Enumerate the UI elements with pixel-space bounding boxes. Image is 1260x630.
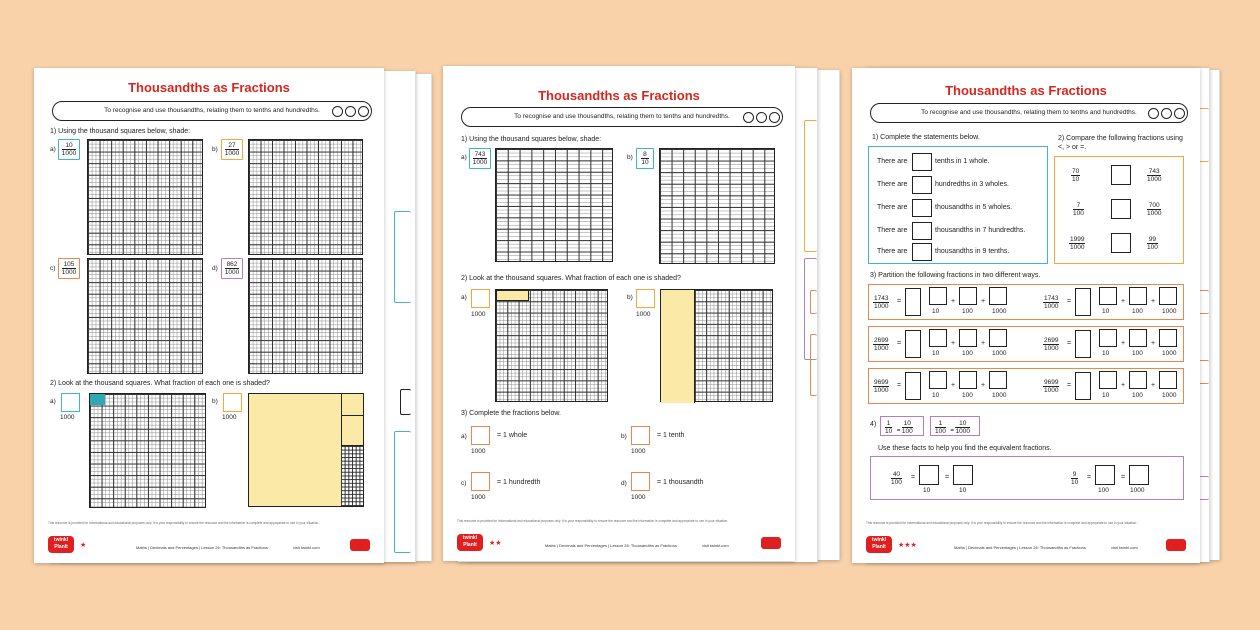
shaded-thousand-square: [89, 393, 206, 508]
answer-box[interactable]: [912, 199, 932, 217]
page-title: Thousandths as Fractions: [945, 83, 1107, 98]
item-label: a): [461, 154, 467, 161]
fraction-equation: = 1 thousandth: [657, 479, 704, 486]
footer-fine-print: This resource is provided for informational and educational purposes only. It is your responsibility to ensure the resource and the information is complete and appropriate to use in your situation.: [48, 521, 320, 525]
item-label: a): [461, 433, 467, 440]
target-fraction: $\frac{743}{1000}$: [469, 148, 491, 169]
denominator: 10: [1102, 350, 1110, 357]
answer-box[interactable]: [919, 465, 939, 485]
objective-text: To recognise and use thousandths, relating them to tenths and hundredths.: [514, 113, 730, 120]
question-4: 4): [870, 421, 877, 428]
target-fraction: $\frac{10}{1000}$: [58, 139, 80, 160]
item-label: c): [50, 265, 56, 272]
answer-box[interactable]: [905, 288, 921, 316]
partition-row: [868, 368, 1184, 404]
answer-box[interactable]: [989, 371, 1007, 389]
difficulty-stars: ★: [80, 542, 87, 549]
answer-box[interactable]: [471, 426, 490, 445]
footer-subject: Maths | Decimals and Percentages | Lesson 26: Thousandths as Fractions: [545, 543, 677, 548]
thousand-square[interactable]: [87, 258, 203, 374]
answer-box[interactable]: [989, 287, 1007, 305]
footer-logo: [350, 539, 370, 551]
statements-panel: [868, 146, 1048, 264]
objective-banner: [461, 107, 783, 127]
back-sheet-box: [810, 334, 817, 396]
answer-box[interactable]: [1111, 165, 1131, 185]
answer-box[interactable]: [1099, 287, 1117, 305]
question-2: 2) Look at the thousand squares. What fraction of each one is shaded?: [461, 275, 681, 282]
question-1: 1) Using the thousand squares below, shade:: [50, 128, 191, 135]
partition-fraction: $\frac{2699}{1000}$: [1044, 337, 1059, 352]
answer-box[interactable]: [959, 371, 977, 389]
fraction-equation: = 1 whole: [497, 432, 528, 439]
equivalent-panel: $\frac{40}{100}$ = 10 = 10 $\frac{9}{10}$ = 100 = 1000: [870, 456, 1184, 500]
denominator: 1000: [992, 350, 1007, 357]
objective-banner: [52, 101, 372, 121]
answer-box[interactable]: [1159, 371, 1177, 389]
page-footer: [48, 521, 370, 553]
shaded-thousand-square: [248, 393, 364, 507]
footer-logo: [761, 537, 781, 549]
objective-text: To recognise and use thousandths, relating them to tenths and hundredths.: [104, 107, 320, 114]
compare-row: $\frac{1999}{1000}$ $\frac{99}{100}$: [1065, 233, 1180, 255]
brand-logo: twinkl PlanIt: [866, 536, 892, 553]
answer-box[interactable]: [1095, 465, 1115, 485]
back-sheet-box: [394, 211, 411, 303]
partition-fraction: $\frac{9699}{1000}$: [874, 379, 889, 394]
fact-box: $\frac{1}{100}$ = $\frac{10}{1000}$: [930, 416, 980, 436]
answer-box[interactable]: [959, 329, 977, 347]
shaded-region: [496, 290, 529, 301]
page-title: Thousandths as Fractions: [538, 88, 700, 103]
plus-sign: +: [1121, 298, 1126, 305]
answer-box[interactable]: [1159, 287, 1177, 305]
answer-box[interactable]: [471, 289, 490, 308]
target-fraction: $\frac{862}{1000}$: [221, 258, 243, 279]
progress-dots: [1148, 102, 1185, 119]
denominator: 10: [932, 308, 940, 315]
denominator: 1000: [60, 414, 75, 421]
page-footer: [866, 521, 1186, 553]
fact-box: $\frac{1}{10}$ = $\frac{10}{100}$: [880, 416, 924, 436]
worksheet-page-3: [852, 68, 1200, 563]
shaded-thousand-square: [660, 289, 773, 402]
equals-sign: =: [1067, 298, 1072, 305]
plus-sign: +: [951, 382, 956, 389]
answer-box[interactable]: [912, 243, 932, 261]
item-label: c): [461, 480, 467, 487]
answer-box[interactable]: [929, 329, 947, 347]
equals-sign: =: [897, 298, 902, 305]
statement-row: There are thousandths in 7 hundredths.: [877, 222, 1047, 240]
equals-sign: =: [1067, 382, 1072, 389]
thousand-square[interactable]: [87, 139, 203, 255]
thousand-square[interactable]: [495, 148, 613, 262]
item-label: a): [461, 294, 467, 301]
shaded-region: [341, 416, 363, 446]
answer-box[interactable]: [1075, 330, 1091, 358]
denominator: 100: [1132, 392, 1143, 399]
target-fraction: $\frac{8}{10}$: [636, 148, 654, 169]
denominator: 1000: [1162, 350, 1177, 357]
footer-subject: Maths | Decimals and Percentages | Lesson 26: Thousandths as Fractions: [954, 545, 1086, 550]
item-label: a): [50, 398, 56, 405]
answer-box[interactable]: [929, 371, 947, 389]
difficulty-stars: ★★★: [898, 542, 917, 549]
partition-fraction: $\frac{1743}{1000}$: [1044, 295, 1059, 310]
answer-box[interactable]: [636, 289, 655, 308]
progress-dots: [332, 100, 369, 117]
denominator: 10: [932, 392, 940, 399]
plus-sign: +: [981, 298, 986, 305]
answer-box[interactable]: [1159, 329, 1177, 347]
equals-sign: =: [1067, 340, 1072, 347]
plus-sign: +: [1151, 340, 1156, 347]
back-sheet-box: [394, 431, 411, 553]
answer-box[interactable]: [905, 372, 921, 400]
back-sheet-box: [804, 120, 817, 252]
plus-sign: +: [1151, 382, 1156, 389]
denominator: 1000: [992, 308, 1007, 315]
back-sheet-box: [810, 290, 817, 314]
denominator: 10: [932, 350, 940, 357]
item-label: b): [212, 398, 218, 405]
target-fraction: $\frac{27}{1000}$: [221, 139, 243, 160]
brand-logo: twinkl PlanIt: [48, 536, 74, 553]
shaded-region: [661, 290, 695, 403]
answer-box[interactable]: [959, 287, 977, 305]
denominator: 100: [962, 308, 973, 315]
item-label: d): [212, 265, 218, 272]
partition-fraction: $\frac{2699}{1000}$: [874, 337, 889, 352]
compare-row: $\frac{7}{100}$ $\frac{700}{1000}$: [1065, 199, 1180, 221]
partition-fraction: $\frac{9699}{1000}$: [1044, 379, 1059, 394]
answer-box[interactable]: [912, 153, 932, 171]
answer-box[interactable]: [631, 472, 650, 491]
denominator: 100: [962, 350, 973, 357]
item-label: b): [621, 433, 627, 440]
fraction-equation: = 1 tenth: [657, 432, 685, 439]
answer-box[interactable]: [1129, 371, 1147, 389]
answer-box[interactable]: [989, 329, 1007, 347]
answer-box[interactable]: [1099, 371, 1117, 389]
target-fraction: $\frac{105}{1000}$: [58, 258, 80, 279]
plus-sign: +: [1151, 298, 1156, 305]
thousand-square[interactable]: [659, 148, 775, 264]
denominator: 1000: [992, 392, 1007, 399]
answer-box[interactable]: [905, 330, 921, 358]
footer-site: visit twinkl.com: [293, 545, 320, 550]
question-1: 1) Using the thousand squares below, shade:: [461, 136, 602, 143]
item-label: d): [621, 480, 627, 487]
equals-sign: =: [897, 340, 902, 347]
difficulty-stars: ★★: [489, 540, 502, 547]
shaded-region: [341, 394, 363, 416]
thousand-square[interactable]: [248, 258, 363, 374]
statement-row: There are tenths in 1 whole.: [877, 153, 1047, 171]
unshaded-strip: [341, 446, 363, 506]
item-label: a): [50, 146, 56, 153]
statement-row: There are thousandths in 9 tenths.: [877, 243, 1047, 261]
statement-row: There are thousandths in 5 wholes.: [877, 199, 1047, 217]
answer-box[interactable]: [1075, 372, 1091, 400]
fraction-equation: = 1 hundredth: [497, 479, 541, 486]
progress-dots: [743, 106, 780, 123]
answer-box[interactable]: [1129, 465, 1149, 485]
footer-site: visit twinkl.com: [702, 543, 729, 548]
answer-box[interactable]: [1075, 288, 1091, 316]
answer-box[interactable]: [223, 393, 242, 412]
item-label: b): [627, 154, 633, 161]
denominator: 1000: [222, 414, 237, 421]
back-sheet-box: [400, 389, 411, 415]
objective-banner: [870, 103, 1188, 123]
answer-box[interactable]: [61, 393, 80, 412]
objective-text: To recognise and use thousandths, relating them to tenths and hundredths.: [921, 109, 1137, 116]
brand-logo: twinkl PlanIt: [457, 534, 483, 551]
denominator: 100: [1132, 350, 1143, 357]
item-label: b): [212, 146, 218, 153]
answer-box[interactable]: [912, 222, 932, 240]
partition-fraction: $\frac{1743}{1000}$: [874, 295, 889, 310]
worksheet-page-2: [443, 66, 795, 561]
answer-box[interactable]: [471, 472, 490, 491]
denominator: 1000: [471, 311, 486, 318]
denominator: 1000: [471, 494, 486, 501]
shaded-region: [90, 394, 105, 405]
footer-fine-print: This resource is provided for informational and educational purposes only. It is your responsibility to ensure the resource and the information is complete and appropriate to use in your situation.: [866, 521, 1138, 525]
question-2: 2) Compare the following fractions using <, > or =.: [1058, 135, 1183, 151]
item-label: b): [627, 294, 633, 301]
denominator: 1000: [471, 448, 486, 455]
plus-sign: +: [1121, 340, 1126, 347]
footer-logo: [1166, 539, 1186, 551]
answer-box[interactable]: [953, 465, 973, 485]
answer-box[interactable]: [912, 176, 932, 194]
plus-sign: +: [951, 340, 956, 347]
answer-box[interactable]: [1111, 199, 1131, 219]
footer-subject: Maths | Decimals and Percentages | Lesson 26: Thousandths as Fractions: [136, 545, 268, 550]
page-title: Thousandths as Fractions: [128, 80, 290, 95]
statement-row: There are hundredths in 3 wholes.: [877, 176, 1047, 194]
partition-row: [868, 284, 1184, 320]
page-footer: [457, 519, 781, 551]
question-2: 2) Look at the thousand squares. What fraction of each one is shaded?: [50, 380, 270, 387]
denominator: 1000: [1162, 308, 1177, 315]
answer-box[interactable]: [1099, 329, 1117, 347]
denominator: 10: [1102, 392, 1110, 399]
denominator: 1000: [631, 494, 646, 501]
denominator: 1000: [636, 311, 651, 318]
worksheet-page-1: [34, 68, 384, 563]
plus-sign: +: [981, 382, 986, 389]
denominator: 100: [962, 392, 973, 399]
answer-box[interactable]: [1111, 233, 1131, 253]
question-3: 3) Partition the following fractions in two different ways.: [870, 272, 1041, 279]
shaded-thousand-square: [495, 289, 608, 402]
plus-sign: +: [1121, 382, 1126, 389]
answer-box[interactable]: [929, 287, 947, 305]
plus-sign: +: [981, 340, 986, 347]
footer-site: visit twinkl.com: [1111, 545, 1138, 550]
answer-box[interactable]: [1129, 329, 1147, 347]
denominator: 10: [1102, 308, 1110, 315]
denominator: 1000: [631, 448, 646, 455]
equals-sign: =: [897, 382, 902, 389]
partition-row: [868, 326, 1184, 362]
question-1: 1) Complete the statements below.: [872, 134, 980, 141]
footer-fine-print: This resource is provided for informational and educational purposes only. It is your responsibility to ensure the resource and the information is complete and appropriate to use in your situation.: [457, 519, 729, 523]
plus-sign: +: [951, 298, 956, 305]
denominator: 100: [1132, 308, 1143, 315]
answer-box[interactable]: [631, 426, 650, 445]
thousand-square[interactable]: [248, 139, 363, 255]
compare-panel: [1054, 156, 1184, 264]
compare-row: $\frac{70}{10}$ $\frac{743}{1000}$: [1065, 165, 1180, 187]
question-4-text: Use these facts to help you find the equivalent fractions.: [878, 445, 1052, 452]
denominator: 1000: [1162, 392, 1177, 399]
question-3: 3) Complete the fractions below.: [461, 410, 561, 417]
answer-box[interactable]: [1129, 287, 1147, 305]
